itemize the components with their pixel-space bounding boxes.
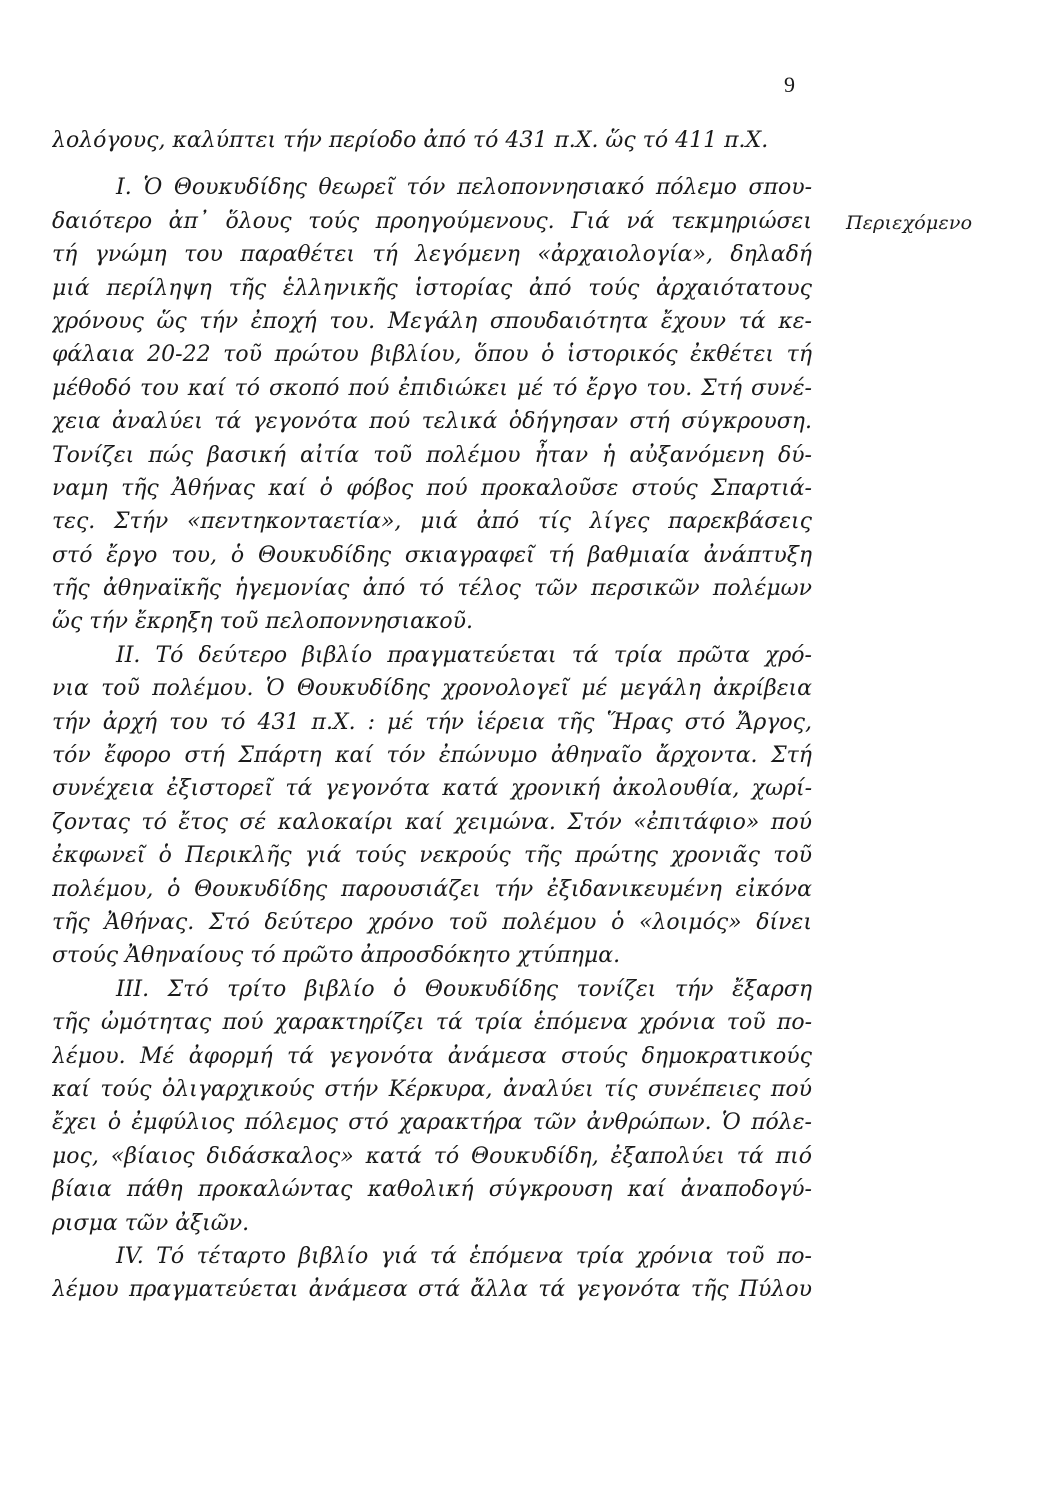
text-line: Τονίζει πώς βασική αἰτία τοῦ πολέμου ἦταν ἡ αὐξανόμενη δύ-: [52, 442, 812, 468]
text-line: IV. Τό τέταρτο βιβλίο γιά τά ἑπόμενα τρία χρόνια τοῦ πο-: [116, 1243, 812, 1269]
text-line: δαιότερο ἀπ᾽ ὅλους τούς προηγούμενους. Γιά νά τεκμηριώσει: [52, 208, 812, 234]
text-line: λέμου. Μέ ἀφορμή τά γεγονότα ἀνάμεσα στούς δημοκρατικούς: [52, 1043, 812, 1069]
text-line: τῆς ἀθηναϊκῆς ἡγεμονίας ἀπό τό τέλος τῶν περσικῶν πολέμων: [52, 576, 812, 602]
body-text: [52, 124, 812, 1307]
page-number: 9: [784, 72, 795, 97]
text-line: μος, «βίαιος διδάσκαλος» κατά τό Θουκυδίδη, ἐξαπολύει τά πιό: [52, 1143, 812, 1169]
text-line: ρισμα τῶν ἀξιῶν.: [52, 1210, 250, 1236]
text-line: συνέχεια ἐξιστορεῖ τά γεγονότα κατά χρονική ἀκολουθία, χωρί-: [52, 776, 812, 802]
text-line: βίαια πάθη προκαλώντας καθολική σύγκρουση καί ἀναποδογύ-: [52, 1177, 812, 1203]
text-line: φάλαια 20-22 τοῦ πρώτου βιβλίου, ὅπου ὁ ἱστορικός ἐκθέτει τή: [52, 342, 812, 368]
text-line: χεια ἀναλύει τά γεγονότα πού τελικά ὁδήγησαν στή σύγκρουση.: [52, 409, 812, 435]
text-line: ζοντας τό ἔτος σέ καλοκαίρι καί χειμώνα. Στόν «ἐπιτάφιο» πού: [52, 809, 812, 835]
text-line: ἔχει ὁ ἐμφύλιος πόλεμος στό χαρακτήρα τῶν ἀνθρώπων. Ὁ πόλε-: [52, 1110, 812, 1136]
text-line: τῆς Ἀθήνας. Στό δεύτερο χρόνο τοῦ πολέμου ὁ «λοιμός» δίνει: [52, 909, 812, 935]
text-line: τή γνώμη του παραθέτει τή λεγόμενη «ἀρχαιολογία», δηλαδή: [52, 242, 812, 268]
text-line: χρόνους ὥς τήν ἐποχή του. Μεγάλη σπουδαιότητα ἔχουν τά κε-: [52, 308, 812, 334]
text-line: καί τούς ὀλιγαρχικούς στήν Κέρκυρα, ἀναλύει τίς συνέπειες πού: [52, 1076, 812, 1102]
text-line: στό ἔργο του, ὁ Θουκυδίδης σκιαγραφεῖ τή βαθμιαία ἀνάπτυξη: [52, 542, 812, 568]
text-line: I. Ὁ Θουκυδίδης θεωρεῖ τόν πελοποννησιακό πόλεμο σπου-: [116, 175, 812, 201]
text-line: λολόγους, καλύπτει τήν περίοδο ἀπό τό 431 π.Χ. ὥς τό 411 π.Χ.: [52, 128, 769, 153]
text-line: μέθοδό του καί τό σκοπό πού ἐπιδιώκει μέ τό ἔργο του. Στή συνέ-: [52, 375, 812, 401]
text-line: τῆς ὠμότητας πού χαρακτηρίζει τά τρία ἑπόμενα χρόνια τοῦ πο-: [52, 1010, 812, 1036]
text-line: νια τοῦ πολέμου. Ὁ Θουκυδίδης χρονολογεῖ μέ μεγάλη ἀκρίβεια: [52, 676, 812, 702]
text-line: πολέμου, ὁ Θουκυδίδης παρουσιάζει τήν ἐξιδανικευμένη εἰκόνα: [52, 876, 812, 902]
text-line: ὥς τήν ἔκρηξη τοῦ πελοποννησιακοῦ.: [52, 609, 474, 635]
text-line: τήν ἀρχή του τό 431 π.Χ. : μέ τήν ἱέρεια τῆς Ἥρας στό Ἄργος,: [52, 709, 812, 735]
margin-note: Περιεχόμενο: [846, 212, 973, 234]
text-line: II. Τό δεύτερο βιβλίο πραγματεύεται τά τρία πρῶτα χρό-: [116, 642, 812, 668]
text-line: τες. Στήν «πεντηκονταετία», μιά ἀπό τίς λίγες παρεκβάσεις: [52, 509, 812, 535]
text-line: ναμη τῆς Ἀθήνας καί ὁ φόβος πού προκαλοῦσε στούς Σπαρτιά-: [52, 475, 812, 501]
text-line: τόν ἔφορο στή Σπάρτη καί τόν ἐπώνυμο ἀθηναῖο ἄρχοντα. Στή: [52, 743, 812, 769]
text-line: μιά περίληψη τῆς ἑλληνικῆς ἱστορίας ἀπό τούς ἀρχαιότατους: [52, 275, 812, 301]
text-line: ἐκφωνεῖ ὁ Περικλῆς γιά τούς νεκρούς τῆς πρώτης χρονιᾶς τοῦ: [52, 843, 812, 869]
text-line: λέμου πραγματεύεται ἀνάμεσα στά ἄλλα τά γεγονότα τῆς Πύλου: [52, 1277, 812, 1303]
text-line: στούς Ἀθηναίους τό πρῶτο ἀπροσδόκητο χτύπημα.: [52, 943, 621, 969]
text-line: III. Στό τρίτο βιβλίο ὁ Θουκυδίδης τονίζει τήν ἔξαρση: [116, 976, 812, 1002]
